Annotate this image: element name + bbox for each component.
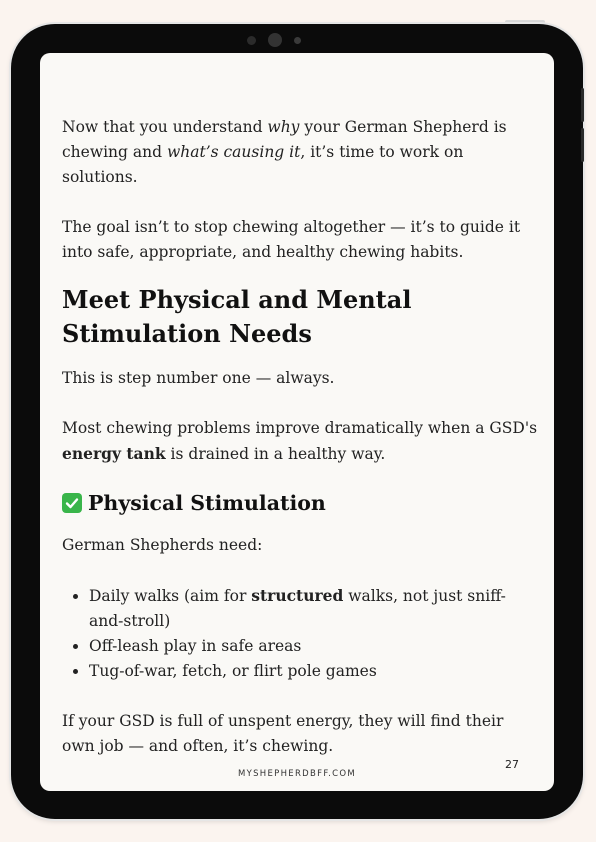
text-run: structured	[251, 586, 344, 605]
list-item	[89, 634, 540, 659]
text-run: Off-leash play in safe areas	[89, 637, 302, 655]
tablet-device-frame	[11, 24, 583, 819]
section-heading: Meet Physical and Mental Stimulation Needs	[62, 285, 412, 348]
text-run: is drained in a healthy way.	[165, 445, 386, 463]
step-one-paragraph: This is step number one — always.	[62, 369, 335, 387]
list-item	[89, 659, 540, 684]
text-run: Now that you understand	[62, 118, 268, 136]
text-run: walks, not just sniff-and-stroll)	[89, 587, 506, 630]
sub-heading-label: Physical Stimulation	[88, 491, 326, 515]
physical-stimulation-heading	[62, 488, 540, 518]
sensor-right-dot	[294, 37, 301, 44]
text-run: energy tank	[62, 444, 166, 463]
text-run: Most chewing problems improve dramatically when a GSD's	[62, 419, 538, 437]
text-run: why	[267, 118, 300, 136]
needs-list	[62, 583, 540, 684]
text-run: The goal isn’t to stop chewing altogether — it’s to guide it into safe, appropriate, and healthy chewing habits.	[62, 218, 521, 261]
text-run: , it’s time to work on solutions.	[62, 143, 464, 186]
list-item	[89, 583, 540, 634]
text-run: what’s causing it	[166, 143, 301, 161]
goal-paragraph	[62, 215, 540, 265]
text-run: Tug-of-war, fetch, or flirt pole games	[89, 662, 377, 680]
ebook-page-screen[interactable]	[40, 53, 554, 791]
intro-paragraph	[62, 115, 540, 190]
needs-intro-paragraph: German Shepherds need:	[62, 536, 263, 554]
front-camera-icon	[268, 33, 282, 47]
page-content	[62, 115, 540, 784]
page-number: 27	[505, 758, 519, 771]
check-mark-button-icon	[62, 493, 82, 513]
text-run: your German Shepherd is chewing and	[62, 118, 507, 161]
closing-paragraph: If your GSD is full of unspent energy, they will find their own job — and often, it’s chewing.	[62, 712, 504, 755]
volume-up-button	[581, 88, 584, 122]
energy-paragraph	[62, 416, 540, 467]
footer-website: MYSHEPHERDBFF.COM	[237, 769, 357, 779]
volume-down-button	[581, 128, 584, 162]
sensor-left-dot	[247, 36, 256, 45]
text-run: Daily walks (aim for	[89, 587, 252, 605]
